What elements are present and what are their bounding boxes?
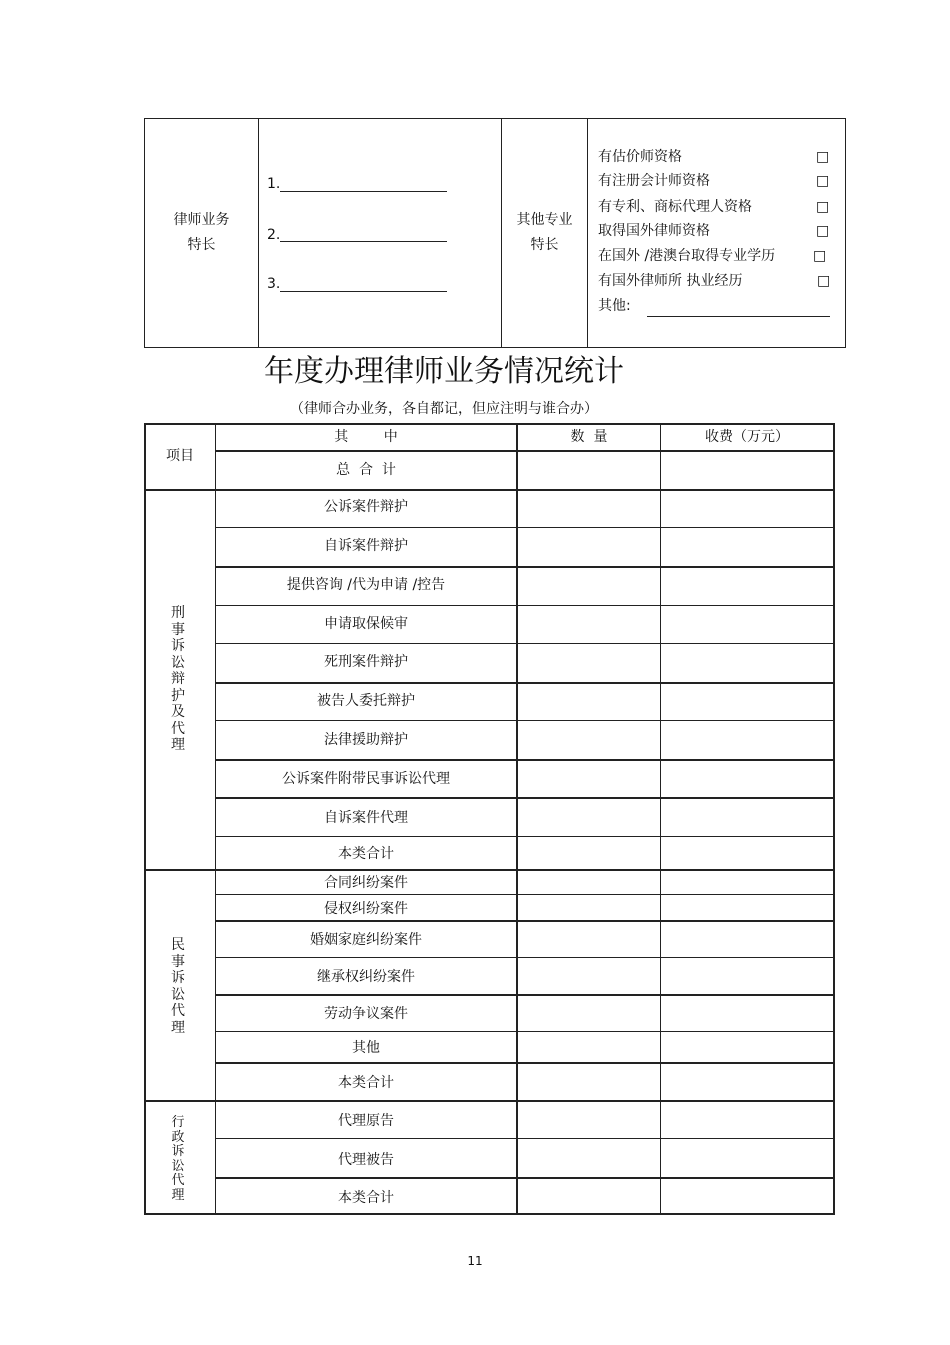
checkbox-cpa[interactable]: □ [816, 173, 830, 189]
header-fee: 收费（万元） [705, 429, 789, 445]
other-specialty-label: 其他专业 [516, 212, 573, 228]
row-label: 代理被告 [338, 1152, 394, 1168]
row-label: 其他 [352, 1040, 380, 1056]
row-label: 公诉案件附带民事诉讼代理 [282, 771, 450, 787]
row-divider [216, 566, 833, 568]
blank-3-label: 3. [267, 276, 281, 292]
option-appraiser: 有估价师资格 [598, 149, 682, 165]
option-overseas-degree: 在国外 /港澳台取得专业学历 [598, 248, 776, 264]
row-divider [216, 1062, 833, 1064]
row-divider [145, 489, 833, 491]
row-label: 本类合计 [338, 846, 394, 862]
lawyer-specialty-label: 律师业务 [173, 212, 230, 228]
page-number: 11 [467, 1254, 483, 1268]
header-item: 项目 [166, 448, 194, 464]
header-count: 数 量 [570, 429, 608, 445]
row-divider [216, 797, 833, 799]
row-divider [216, 1138, 833, 1139]
checkbox-foreign-firm[interactable]: □ [817, 273, 831, 289]
row-divider [216, 836, 833, 837]
group-civil-label: 民事诉讼代理 [171, 937, 185, 1036]
row-label: 劳动争议案件 [324, 1006, 408, 1022]
row-divider [216, 994, 833, 996]
option-patent-agent: 有专利、商标代理人资格 [598, 199, 752, 215]
blank-1-line[interactable] [280, 191, 447, 192]
section-title: 年度办理律师业务情况统计 [264, 354, 624, 389]
row-divider [216, 957, 833, 958]
row-divider [216, 920, 833, 922]
row-divider [216, 450, 833, 452]
row-divider [145, 1100, 833, 1102]
blank-2-line[interactable] [280, 241, 447, 242]
option-other-label: 其他: [598, 298, 631, 314]
row-label: 被告人委托辩护 [317, 693, 415, 709]
row-divider [216, 720, 833, 721]
row-divider [216, 894, 833, 895]
option-foreign-lawyer: 取得国外律师资格 [598, 223, 710, 239]
row-divider [216, 643, 833, 644]
row-label: 提供咨询 /代为申请 /控告 [286, 577, 446, 593]
blank-1-label: 1. [267, 176, 281, 192]
row-divider [216, 1177, 833, 1179]
checkbox-foreign-lawyer[interactable]: □ [816, 223, 830, 239]
other-specialty-label-line2: 特长 [530, 237, 559, 253]
checkbox-patent-agent[interactable]: □ [816, 199, 830, 215]
row-label: 公诉案件辩护 [324, 499, 408, 515]
option-cpa: 有注册会计师资格 [598, 173, 710, 189]
row-divider [145, 869, 833, 871]
row-label: 侵权纠纷案件 [324, 901, 408, 917]
row-label: 本类合计 [338, 1075, 394, 1091]
row-label: 合同纠纷案件 [324, 875, 408, 891]
row-divider [216, 1031, 833, 1032]
row-label: 自诉案件代理 [324, 810, 408, 826]
header-among: 其 中 [334, 429, 398, 445]
row-label: 婚姻家庭纠纷案件 [310, 932, 422, 948]
row-label: 自诉案件辩护 [324, 538, 408, 554]
row-divider [216, 759, 833, 761]
blank-3-line[interactable] [280, 291, 447, 292]
checkbox-overseas-degree[interactable]: □ [813, 248, 827, 264]
group-admin-label: 行政诉讼代理 [171, 1115, 185, 1203]
row-label: 代理原告 [338, 1113, 394, 1129]
other-blank-line[interactable] [647, 316, 830, 317]
lawyer-specialty-label-line2: 特长 [187, 237, 216, 253]
blank-2-label: 2. [267, 227, 281, 243]
row-divider [216, 605, 833, 606]
group-criminal-label: 刑事诉讼辩护及代理 [171, 605, 185, 753]
checkbox-appraiser[interactable]: □ [816, 149, 830, 165]
row-label: 法律援助辩护 [324, 732, 408, 748]
row-divider [216, 682, 833, 684]
total-row-label: 总 合 计 [336, 462, 396, 478]
row-label: 本类合计 [338, 1190, 394, 1206]
section-subtitle: （律师合办业务，各自都记，但应注明与谁合办） [290, 401, 598, 417]
row-label: 继承权纠纷案件 [317, 969, 415, 985]
row-divider [216, 527, 833, 528]
row-label: 死刑案件辩护 [324, 654, 408, 670]
option-foreign-firm: 有国外律师所 执业经历 [598, 273, 743, 289]
row-label: 申请取保候审 [324, 616, 408, 632]
